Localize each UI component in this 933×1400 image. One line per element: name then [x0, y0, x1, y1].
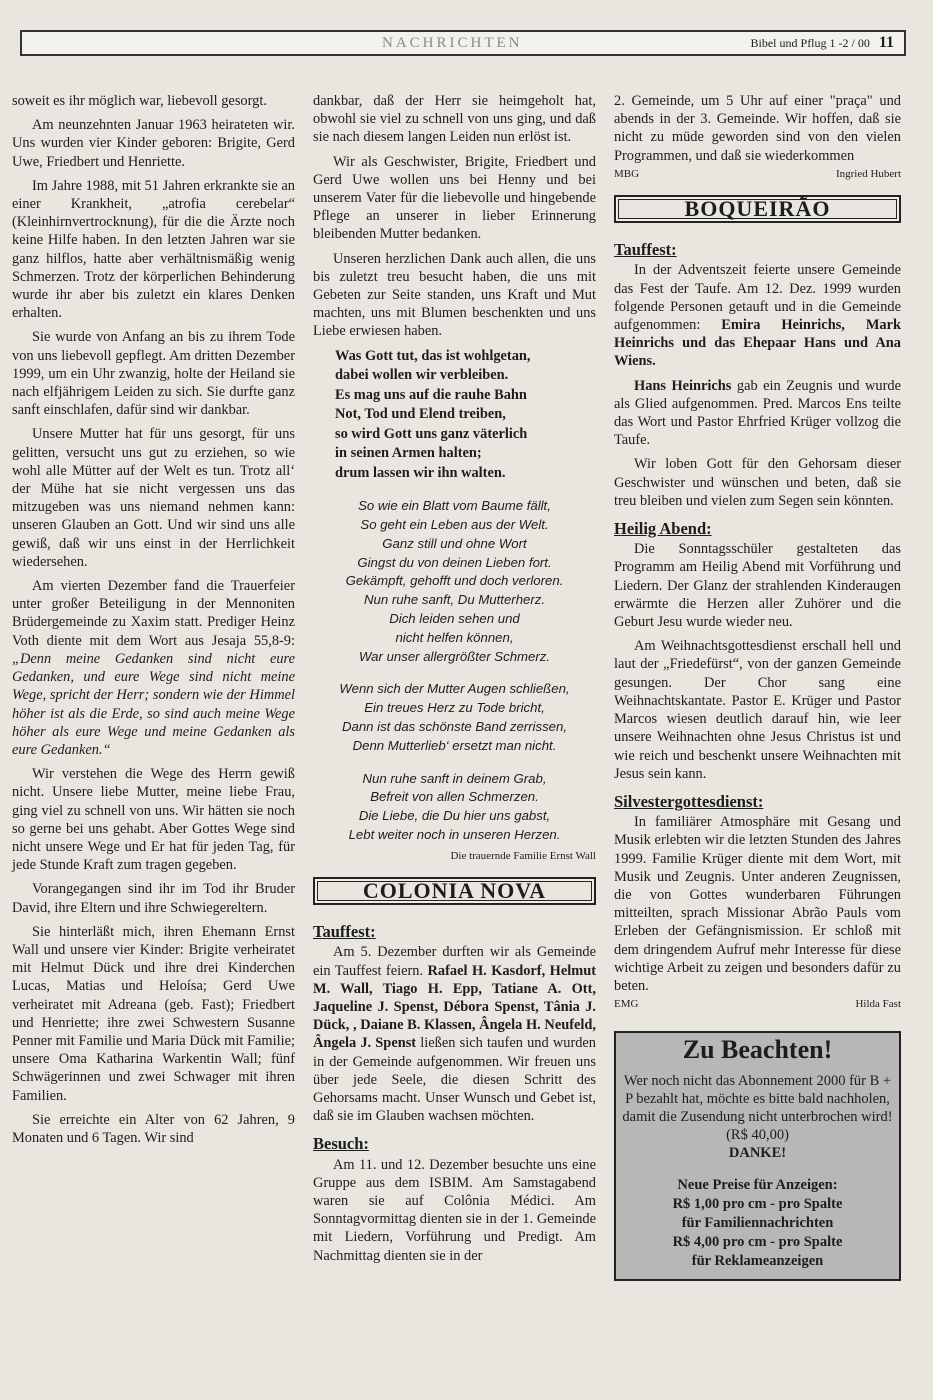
paragraph: [614, 261, 901, 370]
page-header: [20, 30, 906, 56]
hymn-line: drum lassen wir ihn walten.: [335, 464, 506, 481]
notice-text: [622, 1072, 893, 1162]
subheading-heilig-abend: Heilig Abend:: [614, 519, 712, 539]
baptized-names: Emira Heinrichs, Mark Heinrichs und das Ehepaar Hans und Ana Wiens.: [614, 317, 901, 370]
paragraph-text: ließen sich taufen und wurden in der Gemeinde aufgenommen. Wir freuen uns über jede Seele, die diesen Schritt des Gehorsams macht. Unser Wunsch und Gebet ist, daß sie im Glauben wachsen möchten.: [313, 1035, 597, 1125]
paragraph: [313, 943, 596, 1125]
paragraph: Sie wurde von Anfang an bis zu ihrem Tode von uns liebevoll gepflegt. Am dritten Dezember 1999, um ein Uhr zwanzig, holte der Heiland sie nach elfjährigem Leiden zu sich. Sie durfte ganz sanft einschlafen, dafür sind wir dankbar.: [12, 329, 295, 419]
ad-prices: [622, 1176, 893, 1271]
hymn-line: Es mag uns auf die rauhe Bahn: [335, 386, 527, 403]
baptized-names: Rafael H. Kasdorf, Helmut M. Wall, Tiago H. Epp, Tatiane A. Ott, Jaqueline J. Spenst, Débora Spenst, Tânia J. Dück, , Daiane B. Klassen, Ângela H. Neufeld, Ângela J. Spenst: [313, 962, 596, 1052]
poem-line: Befreit von allen Schmerzen.: [370, 789, 539, 805]
poem-line: Wenn sich der Mutter Augen schließen,: [339, 681, 570, 697]
poem-line: War unser allergrößter Schmerz.: [358, 648, 551, 664]
poem-line: Ganz still und ohne Wort: [382, 535, 527, 551]
subheading-tauffest: Tauffest:: [614, 240, 677, 260]
poem-stanza-3: [313, 770, 596, 845]
section-label: NACHRICHTEN: [382, 35, 523, 51]
church-abbrev: MBG: [614, 167, 640, 180]
paragraph: Unseren herzlichen Dank auch allen, die uns bis zuletzt treu besucht haben, die uns mit Gebeten zur Seite standen, uns Kraft und Mut machten, uns mit Blumen beschenkten und uns Liebe erwiesen haben.: [313, 250, 596, 340]
paragraph: Vorangegangen sind ihr im Tod ihr Bruder David, ihre Eltern und ihre Schwiegereltern.: [12, 881, 295, 916]
author-name: Hilda Fast: [855, 998, 901, 1011]
poem-line: Denn Mutterlieb‘ ersetzt man nicht.: [352, 737, 557, 753]
paragraph: soweit es ihr möglich war, liebevoll gesorgt.: [12, 93, 267, 109]
subheading-silvestergottesdienst: Silvestergottesdienst:: [614, 791, 764, 811]
paragraph: [12, 577, 295, 759]
paragraph: [614, 377, 901, 450]
paragraph: Wir als Geschwister, Brigite, Friedbert und Gerd Uwe wollen uns bei Henny und bei unserem Vater für die liebevolle und hingebende Pflege an unserer in lieber Erinnerung bleibenden Mutter bedanken.: [313, 153, 596, 243]
paragraph: Sie erreichte ein Alter von 62 Jahren, 9 Monaten und 6 Tagen. Wir sind: [12, 1111, 295, 1146]
subscription-reminder: Wer noch nicht das Abonnement 2000 für B + P bezahlt hat, möchte es bitte bald nachholen, damit die Zusendung nicht unterbrochen wird! (R$ 40,00): [622, 1072, 893, 1143]
price-line: R$ 4,00 pro cm - pro Spalte: [672, 1233, 843, 1250]
church-abbrev: EMG: [614, 998, 639, 1011]
poem-line: Nun ruhe sanft in deinem Grab,: [362, 770, 547, 786]
poem-line: Dann ist das schönste Band zerrissen,: [341, 718, 568, 734]
subheading-tauffest: Tauffest:: [313, 922, 376, 942]
paragraph-text: In der Adventszeit feierte unsere Gemeinde das Fest der Taufe. Am 12. Dez. 1999 wurden folgende Personen getauft und in die Gemeinde aufgenommen:: [614, 262, 901, 334]
hymn-line: dabei wollen wir verbleiben.: [335, 367, 509, 384]
paragraph: Die Sonntagsschüler gestalteten das Programm am Heilig Abend mit Vorführung und Liedern. Der Glanz der strahlenden Kinderaugen erwärmte die Herzen aller Zuhörer und die Geburt Jesu wurde wieder neu.: [614, 541, 901, 631]
paragraph-text: Am vierten Dezember fand die Trauerfeier unter großer Beteiligung in der Mennoniten Brüdergemeinde zu Xaxim statt. Prediger Heinz Voth diente mit dem Wort aus Jesaja 55,8-9:: [12, 578, 295, 649]
poem-line: Die Liebe, die Du hier uns gabst,: [358, 808, 551, 824]
column-2: [313, 92, 596, 1271]
paragraph-text: Am 5. Dezember durften wir als Gemeinde ein Tauffest feiern.: [313, 944, 596, 979]
paragraph: 2. Gemeinde, um 5 Uhr auf einer "praça" und abends in der 3. Gemeinde. Wir hoffen, daß sie nicht zu müde geworden sind von den vielen Programmen, und daß sie wiederkommen: [614, 93, 901, 164]
notice-title: Zu Beachten!: [682, 1035, 833, 1065]
poem-line: So geht ein Leben aus der Welt.: [360, 516, 549, 532]
paragraph: Am Weihnachtsgottesdienst erschall hell und laut der „Friedefürst“, von der ganzen Gemeinde gesungen. Der Chor sang eine Weihnachtskantate. Pastor E. Krüger und Pastor Marcos wiesen deutlich darauf hin, wie leer unsere Weihnachten ohne Jesus Christus ist und wie reich und beschenkt unsere Weihnachten mit Jesus sein kann.: [614, 638, 901, 782]
paragraph: Wir loben Gott für den Gehorsam dieser Geschwister und wünschen und beten, daß sie treu bleiben und vielen zum Segen sein könnten.: [614, 456, 901, 509]
poem-line: Nun ruhe sanft, Du Mutterherz.: [363, 592, 546, 608]
paragraph: Im Jahre 1988, mit 51 Jahren erkrankte sie an einer Krankheit, „atrofia cerebelar“ (Kleinhirnvertrocknung), für die die Ärzte noch keine Hilfe haben. In den letzten Jahren war sie ganz hilflos, hatte aber verhältnismäßig wenig Schmerzen. Trotz der körperlichen Behinderung wurde ihr aber bis zuletzt ein klares Denken erhalten.: [12, 177, 295, 322]
bible-quote: „Denn meine Gedanken sind nicht eure Gedanken, und eure Wege sind nicht meine Wege, spricht der Herr; sondern wie der Himmel höher ist als die Erde, so sind auch meine Wege höher als eure Wege und meine Gedanken als eure Gedanken.“: [12, 650, 295, 758]
author-line: [614, 165, 901, 183]
author-line: [614, 995, 901, 1013]
section-heading-boqueirao: BOQUEIRÃO: [614, 195, 901, 223]
column-1: [12, 92, 295, 1153]
author-name: Ingried Hubert: [835, 167, 901, 180]
section-heading-colonia-nova: COLONIA NOVA: [313, 877, 596, 905]
price-line: Neue Preise für Anzeigen:: [677, 1176, 838, 1193]
poem-line: So wie ein Blatt vom Baume fällt,: [358, 498, 551, 514]
poem-line: Gingst du von deinen Lieben fort.: [357, 554, 552, 570]
publication-name: Bibel und Pflug: [750, 36, 827, 50]
poem-line: Lebt weiter noch in unseren Herzen.: [348, 826, 561, 842]
publication-info: [751, 32, 894, 54]
poem-line: Gekämpft, gehofft und doch verloren.: [345, 573, 564, 589]
price-line: für Familiennachrichten: [681, 1214, 834, 1231]
hymn-verse: [335, 347, 596, 484]
column-3: [614, 92, 901, 1281]
poem-stanza-1: [313, 497, 596, 666]
paragraph: Wir verstehen die Wege des Herrn gewiß nicht. Unsere liebe Mutter, meine liebe Frau, ging viel zu schnell von uns. Wir hätten sie noch so gerne bei uns gehabt. Aber Gottes Wege sind nicht unsere Wege und Er hat für jeden Tag, für jede Stunde Kraft zum tragen gegeben.: [12, 766, 295, 874]
subheading-besuch: Besuch:: [313, 1134, 369, 1154]
paragraph: Unsere Mutter hat für uns gesorgt, für uns gelitten, versucht uns gut zu erziehen, so wie wohl alle Mütter auf der Welt es tun. Trotz all‘ der Mühe hat sie nicht vergessen uns das mitzugeben was uns niemand nehmen kann: unseren Glauben an Gott. Und wir sind uns alle gewiß, daß wir uns einst in der Herrlichkeit wiedersehen.: [12, 426, 295, 570]
poem-line: Dich leiden sehen und: [389, 610, 520, 626]
hymn-line: so wird Gott uns ganz väterlich: [335, 425, 528, 442]
paragraph: Am neunzehnten Januar 1963 heirateten wir. Uns wurden vier Kinder geboren: Brigite, Gerd Uwe, Friedbert und Henriette.: [12, 117, 295, 170]
family-signature: Die trauernde Familie Ernst Wall: [450, 849, 596, 862]
paragraph: dankbar, daß der Herr sie heimgeholt hat, obwohl sie viel zu schnell von uns ging, und daß sie nach diesem langen Leiden nun erlöst ist.: [313, 93, 596, 146]
paragraph-text: gab ein Zeugnis und wurde als Glied aufgenommen. Pred. Marcos Ens teilte das Wort und Pastor Ehrfried Krüger vollzog die Taufe.: [614, 377, 901, 449]
price-line: für Reklameanzeigen: [691, 1252, 824, 1269]
paragraph: Am 11. und 12. Dezember besuchte uns eine Gruppe aus dem ISBIM. Am Samstagabend waren sie auf Colônia Médici. Am Sonntagvormittag dienten sie in der 1. Gemeinde mit Liedern, Vorführung und Predigt. Am Nachmittag dienten sie in der: [313, 1156, 596, 1264]
hymn-line: Not, Tod und Elend treiben,: [335, 406, 506, 423]
person-name: Hans Heinrichs: [634, 377, 732, 394]
paragraph: Sie hinterläßt mich, ihren Ehemann Ernst Wall und unsere vier Kinder: Brigite verheiratet mit Helmut Dück und ihre drei Kinderchen Lucas, Matias und Heloísa; Gerd Uwe verheiratet mit Adreana (geb. Fast); Friedbert und Henriette; ihre zwei Schwestern Susanne Penner mit Familie und Maria Dück mit Familie; unsere Oma Katharina Warkentin Wall; fünf Schwägerinnen und zwei Schwager mit ihren Familien.: [12, 923, 295, 1104]
poem-stanza-2: [313, 680, 596, 755]
poem-line: Ein treues Herz zu Tode bricht,: [364, 700, 545, 716]
paragraph: In familiärer Atmosphäre mit Gesang und Musik erlebten wir die letzten Stunden des Jahres 1999. Familie Krüger diente mit dem Wort, mit Musik und Zeugnis. Unter anderen Zeugnissen, die von Gottes wunderbaren Führungen mitteilten, sprach Missionar Abrão Pauls vom Erleben der Gefängnismission. Er schloß mit dem dringendem Aufruf mehr Interesse für diese wichtige Arbeit zu zeigen und besonders dafür zu beten.: [614, 814, 901, 994]
page-number: 11: [878, 34, 894, 51]
poem-line: nicht helfen können,: [395, 629, 514, 645]
issue-number: 1 -2 / 00: [829, 36, 870, 50]
hymn-line: in seinen Armen halten;: [335, 445, 482, 462]
price-line: R$ 1,00 pro cm - pro Spalte: [672, 1195, 843, 1212]
notice-box: [614, 1031, 901, 1280]
thanks-label: DANKE!: [728, 1144, 787, 1161]
hymn-line: Was Gott tut, das ist wohlgetan,: [335, 347, 531, 364]
